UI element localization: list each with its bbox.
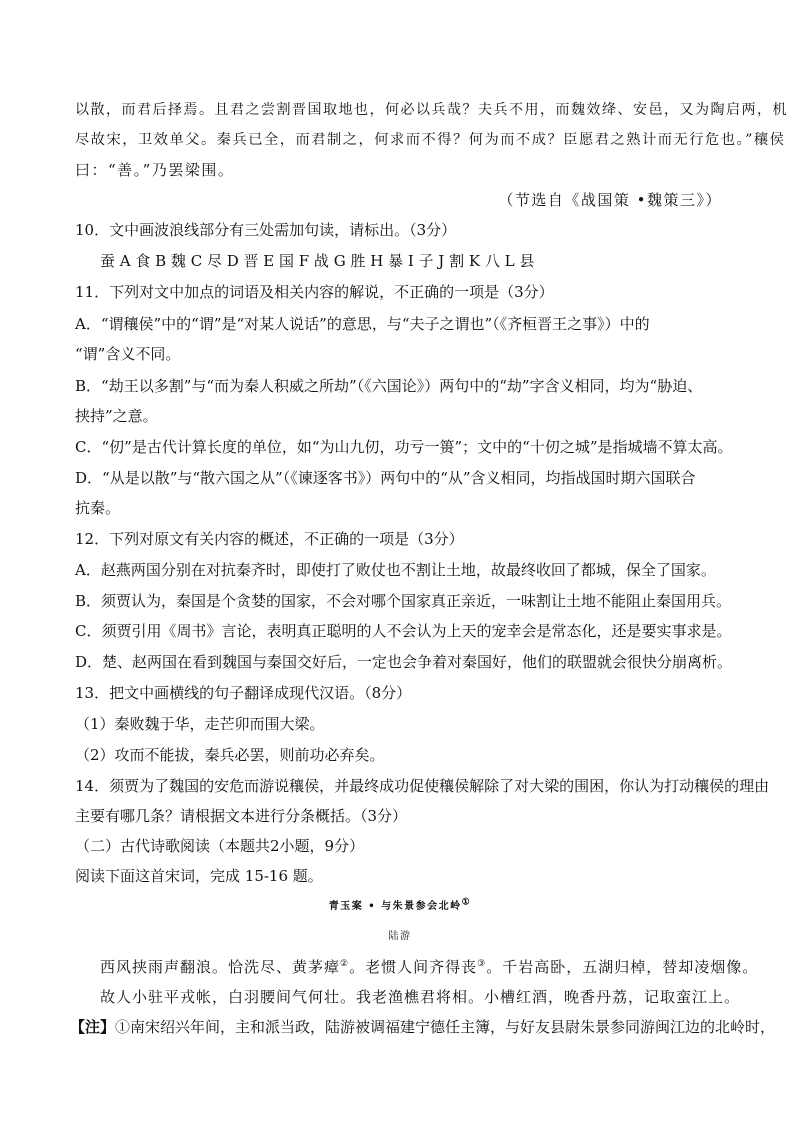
q11-option-d-line1: D．“从是以散”与“散六国之从”（《谏逐客书》）两句中的“从”含义相同，均指战国时期六国联合 xyxy=(75,469,696,487)
note-1-text: ①南宋绍兴年间，主和派当政，陆游被调福建宁德任主簿，与好友县尉朱景参同游闽江边的北岭时， xyxy=(115,1018,776,1036)
q13-stem: 13．把文中画横线的句子翻译成现代汉语。（8分） xyxy=(75,684,412,702)
q10-stem: 10．文中画波浪线部分有三处需加句读，请标出。（3分） xyxy=(75,221,457,239)
section-2-heading: （二）古代诗歌阅读（本题共2小题，9分） xyxy=(75,837,365,855)
q13-sentence-1: （1）秦败魏于华，走芒卯而围大梁。 xyxy=(75,715,325,733)
q14-stem-line1: 14．须贾为了魏国的安危而游说穰侯，并最终成功促使穰侯解除了对大梁的围困，你认为打动穰侯的理由 xyxy=(75,777,770,795)
poem-author: 陆游 xyxy=(388,931,412,942)
q12-option-c: C．须贾引用《周书》言论，表明真正聪明的人不会认为上天的宠幸会是常态化，还是要实事求是。 xyxy=(75,622,732,640)
poem-title-row xyxy=(0,897,800,917)
q13-sentence-2: （2）攻而不能拔，秦兵必罢，则前功必弃矣。 xyxy=(75,746,385,764)
q10-options: 蚕 A 食 B 魏 C 尽 D 晋 E 国 F 战 G 胜 H 暴 I 子 J 割 K 八 L 县 xyxy=(100,252,535,270)
q12-stem: 12．下列对原文有关内容的概述，不正确的一项是（3分） xyxy=(75,530,464,548)
q11-stem: 11．下列对文中加点的词语及相关内容的解说，不正确的一项是（3分） xyxy=(75,283,554,301)
q12-option-b: B．须贾认为，秦国是个贪婪的国家，不会对哪个国家真正亲近，一味割让土地不能阻止秦国用兵。 xyxy=(75,592,732,610)
q12-option-d: D．楚、赵两国在看到魏国与秦国交好后，一定也会争着对秦国好，他们的联盟就会很快分崩离析。 xyxy=(75,653,733,671)
notes-line-1 xyxy=(70,1017,776,1037)
q11-option-c: C．“仞”是古代计算长度的单位，如“为山九仞，功亏一篑”；文中的“十仞之城”是指城墙不算太高。 xyxy=(75,438,733,456)
q14-stem-line2: 主要有哪几条？请根据文本进行分条概括。（3分） xyxy=(75,807,408,825)
q11-option-b-line2: 挟持”之意。 xyxy=(75,407,158,425)
q11-option-a-line1: A．“谓穰侯”中的“谓”是“对某人说话”的意思，与“夫子之谓也”（《齐桓晋王之事》）中的 xyxy=(75,315,650,333)
passage-line-1: 以散，而君后择焉。且君之尝割晋国取地也，何必以兵哉？夫兵不用，而魏效绛、安邑，又为陶启两，机 xyxy=(75,102,788,118)
poem-line-1 xyxy=(100,957,760,977)
poem-line-1-part-b: 。老惯人间齐得丧 xyxy=(349,958,478,976)
poem-line-2: 故人小驻平戎帐，白羽腰间气何壮。我老渔樵君将相。小槽红酒，晚香丹荔，记取蛮江上。 xyxy=(100,988,741,1006)
poem-line-1-part-c: 。千岩高卧，五湖归棹，替却凌烟像。 xyxy=(486,958,759,976)
section-2-instruction: 阅读下面这首宋词，完成 15-16 题。 xyxy=(75,867,323,885)
passage-line-2: 尽故宋，卫效单父。秦兵已全，而君制之，何求而不得？何为而不成？臣愿君之熟计而无行危也。”穰侯 xyxy=(75,132,786,148)
passage-source: （节选自《战国策 •魏策三》） xyxy=(498,191,722,209)
poem-note-marker-2: ② xyxy=(340,959,350,969)
q11-option-a-line2: “谓”含义不同。 xyxy=(75,345,181,363)
poem-title: 青玉案 • 与朱景参会北岭 xyxy=(328,901,462,912)
notes-label: 【注】 xyxy=(70,1018,116,1036)
poem-title-note-marker: ① xyxy=(461,897,472,908)
poem-line-1-part-a: 西风挟雨声翻浪。恰洗尽、黄茅瘴 xyxy=(100,958,341,976)
poem-note-marker-3: ③ xyxy=(477,959,487,969)
q11-option-d-line2: 抗秦。 xyxy=(75,499,121,517)
q11-option-b-line1: B．“劫王以多割”与“而为秦人积威之所劫”（《六国论》）两句中的“劫”字含义相同，均为“胁迫、 xyxy=(75,377,703,395)
passage-line-3: 曰：“善。”乃罢梁围。 xyxy=(75,161,235,179)
q12-option-a: A．赵燕两国分别在对抗秦齐时，即使打了败仗也不割让土地，故最终收回了都城，保全了国家。 xyxy=(75,561,716,579)
